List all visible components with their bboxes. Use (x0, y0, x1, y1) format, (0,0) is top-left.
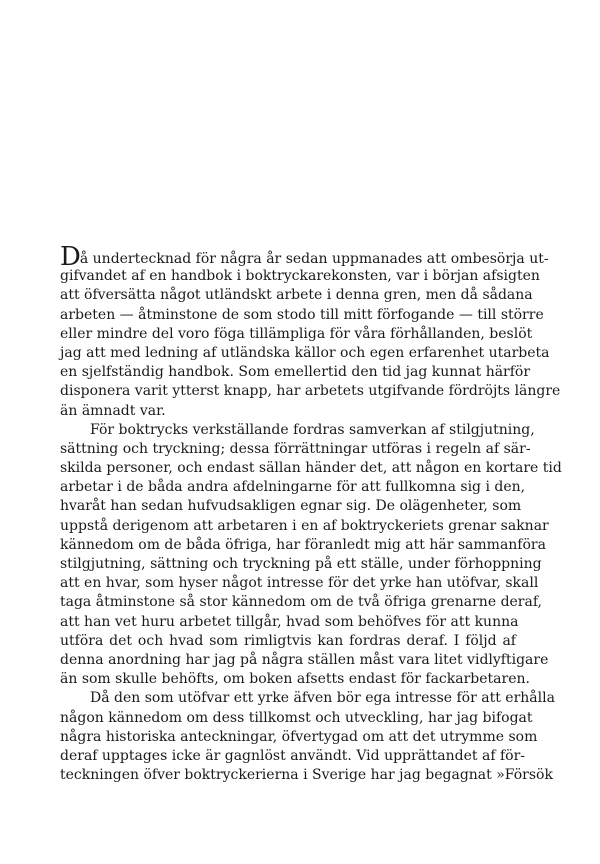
paragraph-3 (60, 689, 555, 785)
text-line: att en hvar, som hyser något intresse för det yrke han utöfvar, skall (60, 575, 539, 592)
text-line: Då den som utöfvar ett yrke äfven bör ega intresse för att erhålla (90, 690, 555, 707)
text-line: än som skulle behöfts, om boken afsetts endast för fackarbetaren. (60, 671, 530, 688)
paragraph-1 (60, 242, 561, 421)
text-line: uppstå derigenom att arbetaren i en af boktryckeriets grenar saknar (60, 517, 549, 534)
paragraph-2 (60, 421, 562, 690)
text-line: För boktrycks verkställande fordras samverkan af stilgjutning, (90, 421, 535, 438)
text-line: en sjelfständig handbok. Som emellertid den tid jag kunnat härför (60, 364, 531, 381)
text-line: denna anordning har jag på några ställen måst vara litet vidlyftigare (60, 651, 549, 668)
drop-cap: D (60, 242, 80, 272)
text-line: Då undertecknad för några år sedan uppmanades att ombesörja ut- (60, 242, 549, 272)
text-line: utföra det och hvad som rimligtvis kan fordras deraf. I följd af (60, 632, 516, 649)
text-line: hvaråt han sedan hufvudsakligen egnar sig. De olägenheter, som (60, 498, 522, 515)
text-line: några historiska anteckningar, öfvertygad om att det utrymme som (60, 728, 538, 745)
text-line: kännedom om de båda öfriga, har föranledt mig att här sammanföra (60, 536, 546, 553)
text-line: än ämnadt var. (60, 402, 166, 419)
text-line: eller mindre del voro föga tillämpliga för våra förhållanden, beslöt (60, 325, 533, 342)
text-line: gifvandet af en handbok i boktryckarekonsten, var i början afsigten (60, 268, 540, 285)
text-line: skilda personer, och endast sällan händer det, att någon en kortare tid (60, 460, 562, 477)
text-line: någon kännedom om dess tillkomst och utveckling, har jag bifogat (60, 709, 533, 726)
text-line: taga åtminstone så stor kännedom om de två öfriga grenarne deraf, (60, 594, 542, 611)
text-line: jag att med ledning af utländska källor och egen erfarenhet utarbeta (60, 344, 550, 361)
text-line: stilgjutning, sättning och tryckning på ett ställe, under förhoppning (60, 556, 542, 572)
text-line: teckningen öfver boktryckerierna i Sverige har jag begagnat »Försök (60, 767, 553, 784)
text-line: arbetar i de båda andra afdelningarne för att fullkomna sig i den, (60, 479, 526, 496)
text-line: att han vet huru arbetet tillgår, hvad som behöfves för att kunna (60, 613, 519, 630)
text-line: deraf upptages icke är gagnlöst användt. Vid upprättandet af för- (60, 747, 526, 764)
text-line: sättning och tryckning; dessa förrättningar utföras i regeln af sär- (60, 440, 531, 457)
text-line: arbeten — åtminstone de som stodo till mitt förfogande — till större (60, 306, 544, 323)
text-line: disponera varit ytterst knapp, har arbetets utgifvande fördröjts längre (60, 383, 561, 400)
text-line: att öfversätta något utländskt arbete i denna gren, men då sådana (60, 287, 533, 304)
body-text (60, 242, 562, 785)
